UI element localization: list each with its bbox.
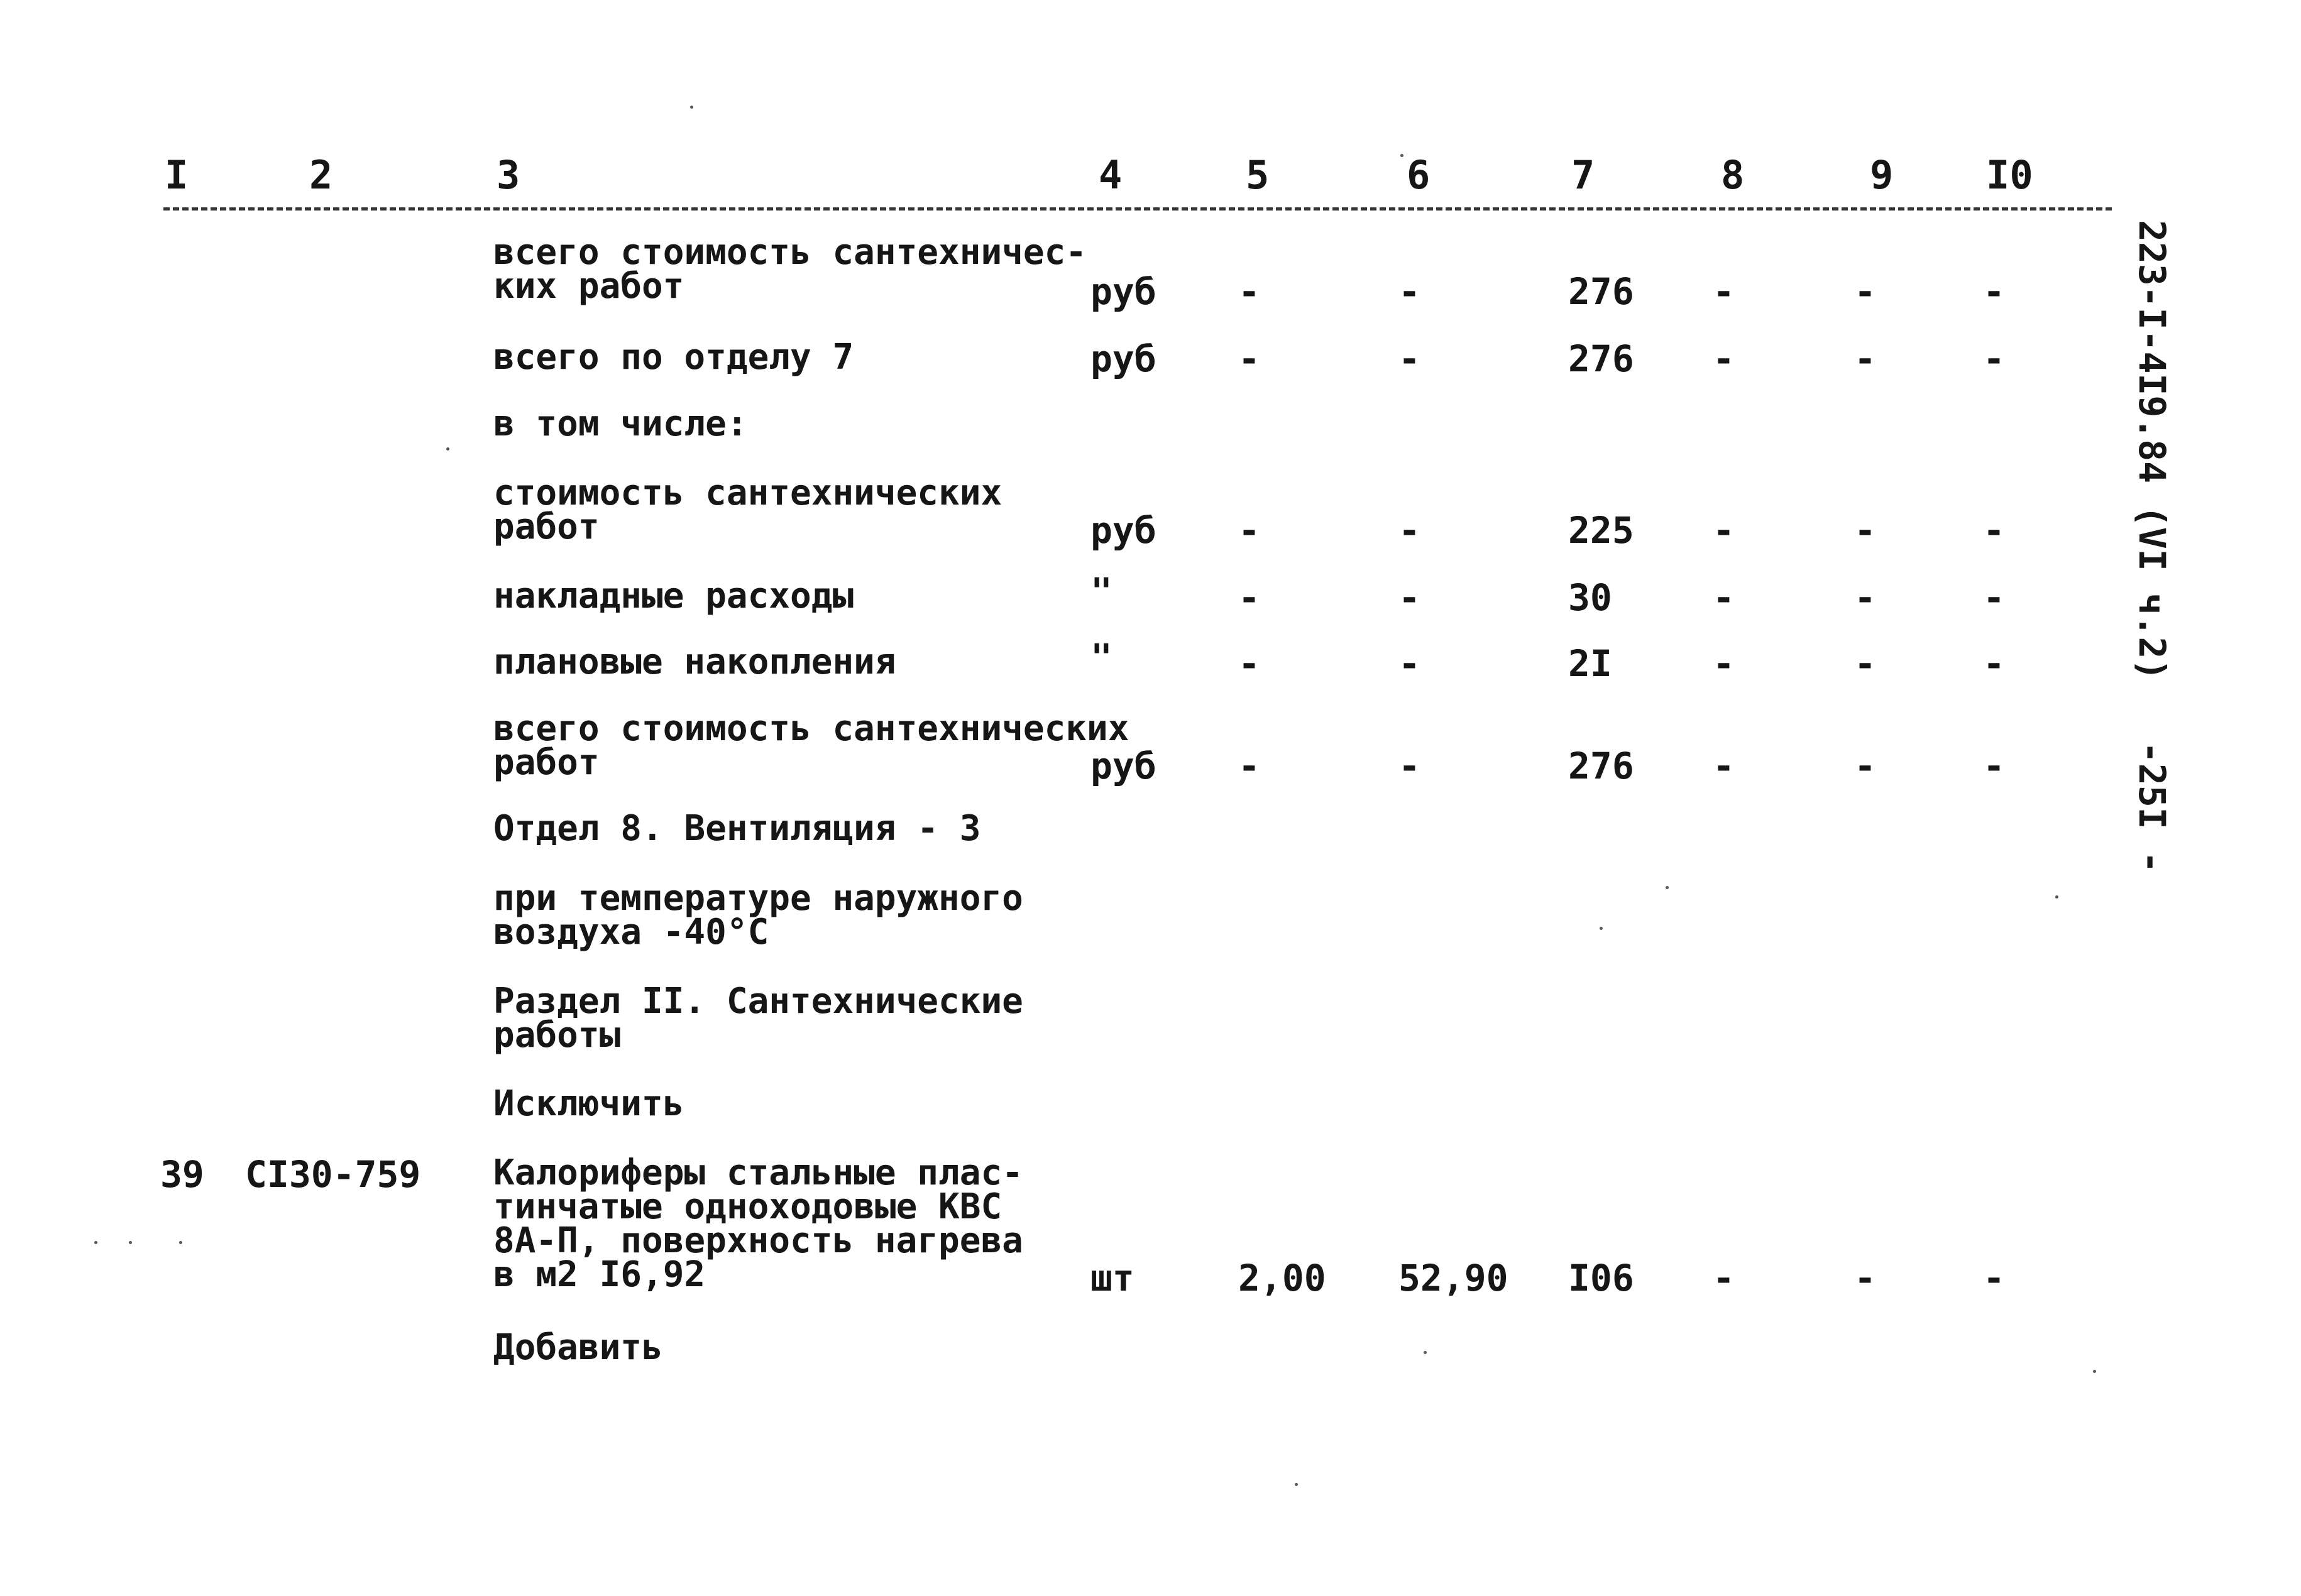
scan-speck [1666, 886, 1669, 889]
scan-speck [2055, 895, 2058, 899]
row-total: 276 [1568, 745, 1634, 787]
row-quantity: - [1238, 337, 1260, 380]
row-price: 52,90 [1398, 1257, 1508, 1299]
row-unit: " [1090, 636, 1112, 679]
row-price: - [1398, 642, 1420, 685]
row-description: всего стоимость сантехнических работ [493, 708, 1129, 783]
row-price: - [1398, 270, 1420, 313]
row-description: Раздел II. Сантехнические работы [493, 981, 1023, 1056]
row-unit: руб [1090, 270, 1156, 313]
row-col9: - [1854, 270, 1876, 313]
scan-speck [179, 1241, 182, 1244]
row-price: - [1398, 576, 1420, 619]
row-description: Исключить [493, 1083, 684, 1124]
row-col9: - [1854, 509, 1876, 552]
scan-speck [94, 1241, 97, 1244]
row-total: I06 [1568, 1257, 1634, 1299]
document-code-label: 223-I-4I9.84 (VI ч.2) [2131, 220, 2173, 681]
row-col9: - [1854, 576, 1876, 619]
row-quantity: - [1238, 509, 1260, 552]
row-price: - [1398, 337, 1420, 380]
row-quantity: - [1238, 576, 1260, 619]
row-total: 2I [1568, 642, 1612, 685]
scan-speck [446, 447, 449, 451]
row-description: накладные расходы [493, 576, 854, 616]
scan-speck [2093, 1370, 2096, 1373]
row-number: 39 [160, 1153, 204, 1196]
row-unit: руб [1090, 509, 1156, 552]
scan-speck [1600, 927, 1603, 930]
row-description: в том числе: [493, 403, 748, 444]
row-col9: - [1854, 1257, 1876, 1299]
scan-speck [1400, 154, 1403, 157]
row-unit: руб [1090, 337, 1156, 380]
column-header-7: 7 [1571, 152, 1595, 198]
row-price: - [1398, 745, 1420, 787]
scan-speck [1295, 1483, 1298, 1486]
column-header-10: I0 [1986, 152, 2033, 198]
row-unit: " [1090, 570, 1112, 613]
row-price: - [1398, 509, 1420, 552]
row-col8: - [1713, 270, 1735, 313]
scan-speck [1424, 1351, 1427, 1354]
column-header-3: 3 [497, 152, 520, 198]
row-total: 276 [1568, 270, 1634, 313]
row-col9: - [1854, 337, 1876, 380]
row-col8: - [1713, 337, 1735, 380]
row-col10: - [1983, 509, 2005, 552]
row-quantity: - [1238, 270, 1260, 313]
scan-speck [129, 1241, 132, 1244]
row-col8: - [1713, 642, 1735, 685]
row-unit: руб [1090, 745, 1156, 787]
row-unit: шт [1090, 1257, 1134, 1299]
row-quantity: - [1238, 745, 1260, 787]
row-code: CI30-759 [245, 1153, 421, 1196]
row-description: всего стоимость сантехничес- ких работ [493, 232, 1087, 307]
row-col9: - [1854, 642, 1876, 685]
column-header-5: 5 [1246, 152, 1270, 198]
row-description: Отдел 8. Вентиляция - 3 [493, 808, 981, 849]
row-col8: - [1713, 509, 1735, 552]
column-header-4: 4 [1099, 152, 1123, 198]
column-header-8: 8 [1721, 152, 1745, 198]
column-header-2: 2 [309, 152, 333, 198]
row-col8: - [1713, 745, 1735, 787]
column-header-6: 6 [1407, 152, 1431, 198]
row-total: 276 [1568, 337, 1634, 380]
row-col9: - [1854, 745, 1876, 787]
scan-speck [690, 106, 693, 109]
row-col10: - [1983, 745, 2005, 787]
row-col8: - [1713, 1257, 1735, 1299]
row-total: 225 [1568, 509, 1634, 552]
column-header-1: I [165, 152, 189, 198]
row-col8: - [1713, 576, 1735, 619]
row-col10: - [1983, 1257, 2005, 1299]
row-quantity: 2,00 [1238, 1257, 1326, 1299]
row-col10: - [1983, 576, 2005, 619]
row-description: стоимость сантехнических работ [493, 473, 1002, 547]
row-description: при температуре наружного воздуха -40°С [493, 878, 1023, 953]
row-quantity: - [1238, 642, 1260, 685]
row-col10: - [1983, 337, 2005, 380]
header-rule [163, 207, 2112, 210]
row-description: плановые накопления [493, 642, 896, 682]
column-header-9: 9 [1870, 152, 1894, 198]
row-description: всего по отделу 7 [493, 337, 854, 378]
row-description: Калориферы стальные плас- тинчатые одноходовые КВС 8А-П, поверхность нагрева в м2 I6,92 [493, 1152, 1023, 1295]
row-col10: - [1983, 642, 2005, 685]
row-col10: - [1983, 270, 2005, 313]
page-number: -25I - [2131, 741, 2173, 873]
row-description: Добавить [493, 1327, 663, 1368]
row-total: 30 [1568, 576, 1612, 619]
